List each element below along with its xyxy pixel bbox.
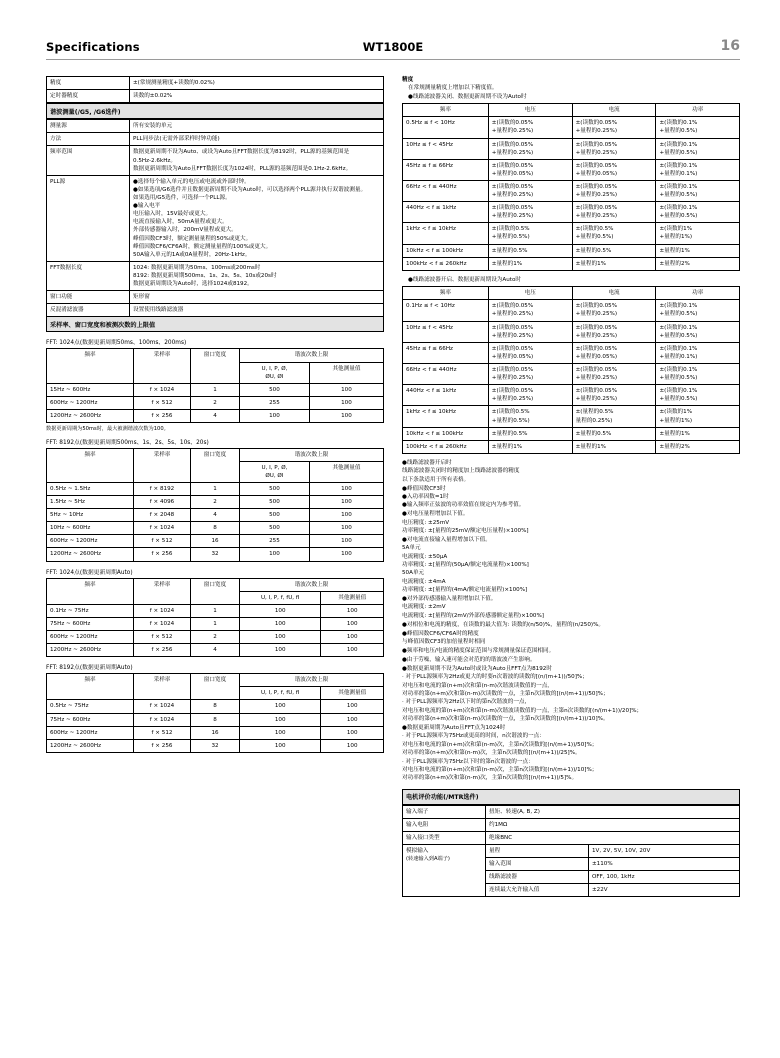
row-label: 输入接口类型: [403, 831, 486, 844]
bullet-item: ●数据更新周期不设为Auto时或设为Auto且FFT点为8192时 · 对于PLL源频率为2Hz或更大的时要n次谐波的读数的[(n/(m+1))/50]%； 对电压和电流的第(n+m)次和第(n-m)次谐波读数值的一点， 对功率的第(n+m)次和第(n-m)次读数的一点，主第n次读数的[(n/(m+1))/50]%； · 对于PLL源频率为2Hz以下时的第n次谐波的一点， 对电压和电流的第(n+m)次和第(n-m)次谐波读数值的一点，主第n次读数的[(n/(m+1))/20]%； 对功率的第(n+m)次和第(n-m)次读数的一点，主第n次读数的[(n/(m+1))/10]%。: [402, 665, 643, 723]
table-motor: [402, 805, 740, 898]
row-label: 输入端子: [403, 805, 486, 818]
col-freq: 频率: [47, 674, 134, 700]
table-row: 45Hz ≤ f ≤ 66Hz ±(读数的0.05% +量程的0.05%) ±(读数的0.05% +量程的0.05%) ±(读数的0.1% +量程的0.1%): [403, 159, 740, 180]
col-window: 窗口宽度: [191, 674, 240, 700]
row-label: 定时器精度: [47, 90, 130, 103]
table-row: 440Hz < f ≤ 1kHz ±(读数的0.05% +量程的0.25%) ±(读数的0.05% +量程的0.25%) ±(读数的0.1% +量程的0.5%): [403, 202, 740, 223]
row-value: OFF, 100, 1kHz: [589, 871, 740, 884]
row-sublabel: 输入范围: [486, 858, 589, 871]
col-sub1: U, I, P, Ø, ØU, ØI: [240, 362, 310, 383]
table-row: 0.1Hz ~ 75Hz f × 1024 1 100 100: [47, 604, 384, 617]
col-window: 窗口宽度: [191, 448, 240, 482]
table-row: 100kHz < f ≤ 260kHz ±量程的1% ±量程的1% ±量程的2%: [403, 257, 740, 270]
row-value: 读数的±0.02%: [130, 90, 384, 103]
row-label: 模拟输入 (转速输入到A端子): [403, 845, 486, 897]
col-rate: 采样率: [134, 448, 191, 482]
row-value: ±22V: [589, 884, 740, 897]
bullet-item: ●由于劳噪，输入速可能会对范的的谐波波产生影响。: [402, 656, 536, 663]
table-row: 15Hz ~ 600Hz f × 1024 1 500 100: [47, 383, 384, 396]
row-value: 约1MΩ: [486, 818, 740, 831]
right-column: [402, 76, 740, 897]
col-3: 功率: [656, 104, 740, 117]
table-fft-1024a: [46, 348, 384, 423]
row-value: 1024: 数据更新周期为50ms、100ms或200ms时 8192: 数据更新周期500ms、1s、2s、5s、10s或20s时 数据更新周期设为Auto时，选择1024或8192。: [130, 261, 384, 290]
row-value: ±(常规测量精度+读数的0.02%): [130, 77, 384, 90]
col-sub2: 其他测量值: [309, 461, 383, 482]
table-row: [403, 818, 740, 831]
col-freq: 频率: [47, 349, 134, 383]
row-label: 测量源: [47, 120, 130, 133]
table-row: [47, 261, 384, 290]
header-section-title: Specifications: [46, 40, 140, 54]
table-row: [47, 146, 384, 175]
row-label: PLL源: [47, 175, 130, 261]
table-row: 1200Hz ~ 2600Hz f × 256 4 100 100: [47, 644, 384, 657]
table-fft-1024b: [46, 578, 384, 658]
bullet-item: ●峰值因数CF3时 ●入功率因数=1时 ●输入频率正弦波的功率效值在规定内为参考值。: [402, 485, 525, 509]
accuracy-note-3: ●线路滤波器开启、数据更新周期设为Auto时: [408, 276, 521, 283]
row-value: 绝缘BNC: [486, 831, 740, 844]
table3-title: FFT: 1024点(数据更新周期Auto): [46, 569, 133, 576]
section-harmonic: 谐波测量(/G5, /G6选件): [46, 103, 384, 119]
table-row: [403, 805, 740, 818]
header-model: WT1800E: [362, 40, 424, 54]
row-sublabel: 线路滤波器: [486, 871, 589, 884]
accuracy-title: 精度: [402, 77, 414, 83]
row-label: 输入电阻: [403, 818, 486, 831]
table-fft-8192b: [46, 673, 384, 753]
col-group: 谐波次数上限: [240, 578, 384, 591]
col-freq: 频率: [47, 578, 134, 604]
accuracy-note-1: 在常规测量精度上增加以下精度值。: [408, 85, 498, 92]
col-sub1: U, I, P, f, fU, fI: [240, 591, 321, 604]
col-group: 谐波次数上限: [240, 448, 384, 461]
col-sub2: 其他测量值: [321, 591, 384, 604]
bullet-item: ●对相位和电流的精度，在读数的最大值为: 读数的(n/50)%，量程的(n/250)%。: [402, 621, 604, 628]
table-fft-8192a: [46, 448, 384, 562]
col-sub2: 其他测量值: [321, 687, 384, 700]
table-row: 10Hz ≤ f < 45Hz ±(读数的0.05% +量程的0.25%) ±(读数的0.05% +量程的0.25%) ±(读数的0.1% +量程的0.5%): [403, 321, 740, 342]
table-accuracy-b: [402, 286, 740, 454]
row-label: 方法: [47, 133, 130, 146]
col-group: 谐波次数上限: [240, 349, 384, 362]
bullet-item: ●线路滤波器开启时 线路滤波器关闭时的精度加上线路滤波器的精度 以下条款适用于所有表格。: [402, 459, 520, 483]
table-row: 5Hz ~ 10Hz f × 2048 4 500 100: [47, 509, 384, 522]
table-row: 1200Hz ~ 2600Hz f × 256 32 100 100: [47, 739, 384, 752]
table-header-row: [403, 104, 740, 117]
row-sublabel: 连续最大允许输入值: [486, 884, 589, 897]
table-row: 0.5Hz ~ 75Hz f × 1024 8 100 100: [47, 700, 384, 713]
bullet-item: ●对外部传感器输入量程增加以下值。 电流精度: ±2mV 电流精度: ±[量程的(2mV/外部传感器额定量程)×100%]: [402, 596, 544, 619]
col-group: 谐波次数上限: [240, 674, 384, 687]
table-row: 1200Hz ~ 2600Hz f × 256 32 100 100: [47, 548, 384, 561]
table-row: [47, 120, 384, 133]
col-2: 电流: [572, 104, 656, 117]
bullet-item: ●频率和电压/电流的精度保证范围与常规测量保证范围相同。: [402, 647, 555, 654]
table-row: 66Hz < f ≤ 440Hz ±(读数的0.05% +量程的0.25%) ±(读数的0.05% +量程的0.25%) ±(读数的0.1% +量程的0.5%): [403, 180, 740, 201]
row-value: 矩形窗: [130, 291, 384, 304]
bullet-item: ●数据更新周期为Auto且FFT点为1024时 · 对于PLL源频率为75Hz或更高的时间，n次谐波的一点： 对电压和电流的第(n+m)次和第(n-m)次，主第n次读数的[(n/(m+1))/50]%； 对功率的第(n+m)次和第(n-m)次，主第n次读数的[(n/(m+1))/25]%。 · 对于PLL源频率为75Hz以下时的第n次谐波的一点： 对电压和电流的第(n+m)次和第(n-m)次，主第n次读数的[(n/(m+1))/10]%； 对功率的第(n+m)次和第(n-m)次，主第n次读数的[(n/(m+1))/5]%。: [402, 724, 598, 782]
col-freq: 频率: [47, 448, 134, 482]
col-rate: 采样率: [134, 349, 191, 383]
table-row: 1kHz < f ≤ 10kHz ±(读数的0.5% +量程的0.5%) ±(量程的0.5% 量程的0.25%) ±(读数的1% +量程的1%): [403, 406, 740, 427]
row-value: 1V, 2V, 5V, 10V, 20V: [589, 845, 740, 858]
col-1: 电压: [488, 104, 572, 117]
row-value: 设置使用线路滤波器: [130, 304, 384, 317]
col-sub1: U, I, P, Ø, ØU, ØI: [240, 461, 310, 482]
table-row: 440Hz < f ≤ 1kHz ±(读数的0.05% +量程的0.25%) ±(读数的0.05% +量程的0.25%) ±(读数的0.1% +量程的0.5%): [403, 385, 740, 406]
bullet-item: ●对电压量程增加以下值。 电压精度: ±25mV 功率精度: ±[量程的25mV/额定电压量程)×100%]: [402, 511, 529, 534]
table-row: [47, 90, 384, 103]
table-row: 100kHz < f ≤ 260kHz ±量程的1% ±量程的1% ±量程的2%: [403, 440, 740, 453]
row-value: ±110%: [589, 858, 740, 871]
header-rule: [46, 59, 740, 60]
table-row: 10kHz < f ≤ 100kHz ±量程的0.5% ±量程的0.5% ±量程的1%: [403, 427, 740, 440]
table-row: 600Hz ~ 1200Hz f × 512 16 255 100: [47, 535, 384, 548]
table1-title: FFT: 1024点(数据更新周期50ms、100ms、200ms): [46, 340, 187, 347]
table-header-row: [47, 349, 384, 362]
col-window: 窗口宽度: [191, 349, 240, 383]
page-number: 16: [720, 38, 740, 54]
col-0: 频率: [403, 287, 489, 300]
row-sublabel: 量程: [486, 845, 589, 858]
row-label: FFT数据长度: [47, 261, 130, 290]
table-row: 75Hz ~ 600Hz f × 1024 1 100 100: [47, 617, 384, 630]
pre-table: [46, 76, 384, 103]
table-row: 600Hz ~ 1200Hz f × 512 2 100 100: [47, 630, 384, 643]
left-column: [46, 76, 384, 753]
table-row: 0.1Hz ≤ f < 10Hz ±(读数的0.05% +量程的0.25%) ±(读数的0.05% +量程的0.25%) ±(读数的0.1% +量程的0.5%): [403, 300, 740, 321]
table-row: [47, 133, 384, 146]
row-value: PLL同步法(无需外部采样时钟功能): [130, 133, 384, 146]
bullet-item: ●对电流直接输入量程增加以下值。 5A单元 电流精度: ±50µA 功率精度: ±[量程的(50µA/额定电流量程)×100%] 50A单元 电流精度: ±4mA 功率精度: ±[量程的(4mA/额定电流量程)×100%]: [402, 536, 529, 594]
col-sub2: 其他测量值: [309, 362, 383, 383]
col-0: 频率: [403, 104, 489, 117]
table-header-row: [47, 674, 384, 687]
table-row: 600Hz ~ 1200Hz f × 512 16 100 100: [47, 726, 384, 739]
col-window: 窗口宽度: [191, 578, 240, 604]
row-label: 窗口功能: [47, 291, 130, 304]
table-row: 0.5Hz ≤ f < 10Hz ±(读数的0.05% +量程的0.25%) ±(读数的0.05% +量程的0.25%) ±(读数的0.1% +量程的0.5%): [403, 117, 740, 138]
col-2: 电流: [572, 287, 656, 300]
row-label: 反混淆滤波器: [47, 304, 130, 317]
table-row: 10Hz ~ 600Hz f × 1024 8 500 100: [47, 522, 384, 535]
table-row: [403, 831, 740, 844]
table-header-row: [47, 448, 384, 461]
table-row: 75Hz ~ 600Hz f × 1024 8 100 100: [47, 713, 384, 726]
accuracy-bullets: [402, 459, 740, 783]
section-sampling: 采样率、窗口宽度和被测次数的上限值: [46, 317, 384, 332]
table-row: 1kHz < f ≤ 10kHz ±(读数的0.5% +量程的0.5%) ±(读数的0.5% +量程的0.5%) ±(读数的1% +量程的1%): [403, 223, 740, 244]
table-row: 600Hz ~ 1200Hz f × 512 2 255 100: [47, 396, 384, 409]
table-row: 10kHz < f ≤ 100kHz ±量程的0.5% ±量程的0.5% ±量程的1%: [403, 244, 740, 257]
table-row: [403, 845, 740, 858]
row-value: ●选择每个输入单元的电压或电流或外部时钟。 ●如果选项/G6选件并且数据更新周期不设为Auto时，可以选择两个PLL源并执行双谐波测量。 如果选用/G5选件，可选择一个PLL源。 ●输入电平 电压输入时，15V最好或更大。 电流直接输入时，50mA量程或更大。 外部传感器输入时，200mV量程或更大。 峰值因数CF3时，额定测量量程的50%或更大。 峰值因数CF6/CF6A时，额定测量量程的100%或更大。 50A输入单元的1A或0A量程时，20Hz‑1kHz。: [130, 175, 384, 261]
table-header-row: [47, 578, 384, 591]
col-3: 功率: [656, 287, 740, 300]
table-row: [47, 304, 384, 317]
row-value: 所有安装的单元: [130, 120, 384, 133]
table-row: [47, 175, 384, 261]
row-label: 频率范围: [47, 146, 130, 175]
table-row: 1200Hz ~ 2600Hz f × 256 4 100 100: [47, 409, 384, 422]
row-value: 扭矩、转速(A, B, Z): [486, 805, 740, 818]
col-sub1: U, I, P, f, fU, fI: [240, 687, 321, 700]
accuracy-note-2: ●线路滤波器关闭、数据更新周期不设为Auto时: [408, 93, 527, 100]
table4-title: FFT: 8192点(数据更新周期Auto): [46, 665, 133, 672]
table-row: 10Hz ≤ f < 45Hz ±(读数的0.05% +量程的0.25%) ±(读数的0.05% +量程的0.25%) ±(读数的0.1% +量程的0.5%): [403, 138, 740, 159]
table-row: 45Hz ≤ f ≤ 66Hz ±(读数的0.05% +量程的0.05%) ±(读数的0.05% +量程的0.05%) ±(读数的0.1% +量程的0.1%): [403, 342, 740, 363]
table-accuracy-a: [402, 103, 740, 271]
table-row: 1.5Hz ~ 5Hz f × 4096 2 500 100: [47, 496, 384, 509]
bullet-item: ●峰值因数CF6/CF6A时的精度 与峰值因数CF3的加倍量程时相同: [402, 630, 486, 646]
row-value: 数据更新周期不设为Auto、或设为Auto且FFT数据长度为8192时，PLL源的基频范围是0.5Hz‑2.6kHz。 数据更新周期设为Auto且FFT数据长度为1024时，PLL源的基频范围是0.1Hz‑2.6kHz。: [130, 146, 384, 175]
row-label: 精度: [47, 77, 130, 90]
table-header-row: [403, 287, 740, 300]
table2-title: FFT: 8192点(数据更新周期500ms、1s、2s、5s、10s、20s): [46, 439, 209, 446]
col-rate: 采样率: [134, 578, 191, 604]
page-header: [46, 40, 740, 68]
table1-note: 数据更新周期为50ms时，最大被测谐波次数为100。: [46, 425, 169, 432]
col-1: 电压: [488, 287, 572, 300]
table-row: 0.5Hz ~ 1.5Hz f × 8192 1 500 100: [47, 482, 384, 495]
table-row: 66Hz < f ≤ 440Hz ±(读数的0.05% +量程的0.25%) ±(读数的0.05% +量程的0.25%) ±(读数的0.1% +量程的0.5%): [403, 363, 740, 384]
harmonic-table: [46, 119, 384, 317]
table-row: [47, 291, 384, 304]
col-rate: 采样率: [134, 674, 191, 700]
section-motor: 电机评价功能(/MTR选件): [402, 789, 740, 805]
table-row: [47, 77, 384, 90]
